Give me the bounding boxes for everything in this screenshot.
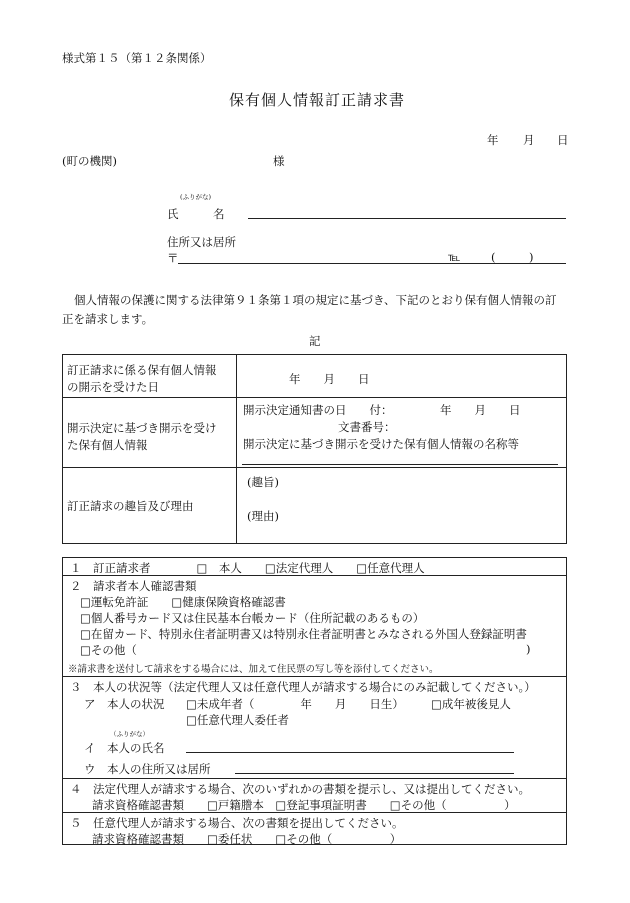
principal-checkbox[interactable]: □任意代理人委任者 xyxy=(186,713,289,727)
name-field[interactable] xyxy=(248,218,566,219)
id-doc-options-3[interactable]: □在留カード、特別永住者証明書又は特別永住者証明書とみなされる外国人登録証明書 xyxy=(80,627,527,641)
mail-note: ※請求書を送付して請求をする場合には、加えて住民票の写し等を添付してください。 xyxy=(68,664,439,675)
row1-label-2: の開示を受けた日 xyxy=(67,380,159,394)
intro-text-1: 個人情報の保護に関する法律第９１条第１項の規定に基づき、下記のとおり保有個人情報の訂 xyxy=(74,293,557,307)
furigana-label: (ふりがな) xyxy=(180,193,212,201)
table2-sep-2 xyxy=(62,676,567,677)
row1-label-1: 訂正請求に係る保有個人情報 xyxy=(67,363,217,377)
row2-label-2: た保有個人情報 xyxy=(67,438,148,452)
id-doc-options-2[interactable]: □個人番号カード又は住民基本台帳カード（住所記載のあるもの） xyxy=(80,611,425,625)
address-field[interactable] xyxy=(178,263,566,264)
date-day: 日 xyxy=(557,133,569,147)
info-name-label: 開示決定に基づき開示を受けた保有個人情報の名称等 xyxy=(243,437,519,451)
date-month: 月 xyxy=(523,133,535,147)
purpose-label: (趣旨) xyxy=(247,475,279,489)
person-address-label: ウ 本人の住所又は居所 xyxy=(84,762,211,776)
table1-row-sep-1 xyxy=(62,397,567,398)
disclosure-date-field[interactable]: 年 月 日 xyxy=(289,372,370,386)
adult-ward-checkbox[interactable]: □成年被後見人 xyxy=(431,697,511,711)
person-status-label: ア 本人の状況 xyxy=(84,697,165,711)
person-address-field[interactable] xyxy=(235,773,514,774)
postal-mark: 〒 xyxy=(167,251,179,265)
person-furigana-label: （ふりがな） xyxy=(110,730,149,738)
address-label: 住所又は居所 xyxy=(167,235,236,249)
table1-row-sep-2 xyxy=(62,467,567,468)
tel-paren-open: ( xyxy=(491,250,496,264)
id-doc-other[interactable]: □その他（ xyxy=(80,643,137,657)
minor-checkbox[interactable]: □未成年者（ 年 月 日生） xyxy=(186,697,404,711)
section3-title: ３ 本人の状況等（法定代理人又は任意代理人が請求する場合にのみ記載してください。） xyxy=(70,680,536,694)
row2-label-1: 開示決定に基づき開示を受け xyxy=(67,421,217,435)
notice-date-label: 開示決定通知書の日 付： xyxy=(243,403,393,417)
ki-label: 記 xyxy=(309,334,321,348)
reason-label: (理由) xyxy=(247,509,279,523)
legal-rep-docs[interactable]: 請求資格確認書類 □戸籍謄本 □登記事項証明書 □その他（ ） xyxy=(92,798,516,812)
form-number: 様式第１５（第１２条関係） xyxy=(62,51,212,65)
recipient-suffix: 様 xyxy=(273,154,285,168)
page-title: 保有個人情報訂正請求書 xyxy=(229,91,406,109)
tel-mark: ℡ xyxy=(448,250,461,264)
section1-requester-type[interactable]: １ 訂正請求者 □ 本人 □法定代理人 □任意代理人 xyxy=(70,561,425,575)
person-name-label: イ 本人の氏名 xyxy=(84,741,165,755)
table2-sep-3 xyxy=(62,778,567,779)
notice-date-field[interactable]: 年 月 日 xyxy=(440,403,521,417)
info-name-field[interactable] xyxy=(242,464,558,465)
person-name-field[interactable] xyxy=(186,752,514,753)
row3-label: 訂正請求の趣旨及び理由 xyxy=(67,499,194,513)
intro-text-2: 正を請求します。 xyxy=(62,312,154,326)
section4-title: ４ 法定代理人が請求する場合、次のいずれかの書類を提示し、又は提出してください。 xyxy=(70,782,530,796)
id-doc-other-close: ) xyxy=(526,642,531,656)
date-year: 年 xyxy=(487,133,499,147)
id-doc-options-1[interactable]: □運転免許証 □健康保険資格確認書 xyxy=(80,595,286,609)
agent-docs[interactable]: 請求資格確認書類 □委任状 □その他（ ） xyxy=(92,832,402,846)
tel-paren-close: ) xyxy=(529,250,534,264)
doc-number-label: 文書番号： xyxy=(338,420,396,434)
section5-title: ５ 任意代理人が請求する場合、次の書類を提出してください。 xyxy=(70,816,404,830)
table1-divider xyxy=(236,354,237,544)
recipient-org: (町の機関) xyxy=(62,154,117,168)
section2-title: ２ 請求者本人確認書類 xyxy=(70,579,197,593)
name-label: 氏 名 xyxy=(167,207,225,221)
